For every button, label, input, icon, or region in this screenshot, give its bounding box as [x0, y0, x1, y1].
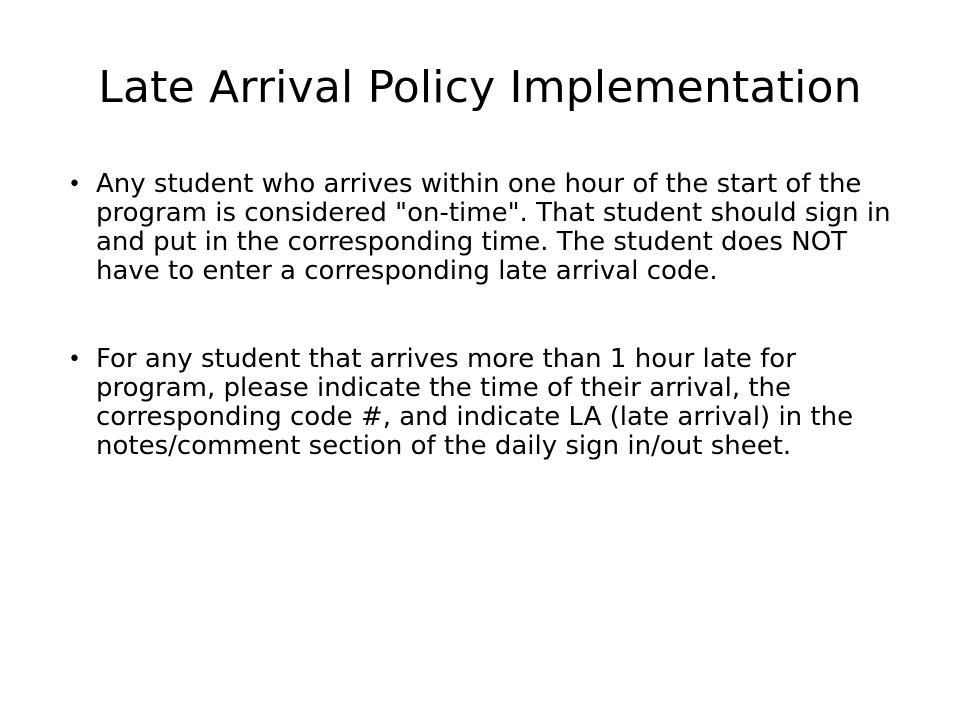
- bullet-item-late-arrival-policy: [68, 344, 916, 461]
- bullet-text: For any student that arrives more than 1 hour late for program, please indicate the time of their arrival, the corresponding code #, and indicate LA (late arrival) in the notes/comment section of the daily sign in/out sheet.: [96, 344, 854, 461]
- bullet-dot-icon: •: [68, 347, 81, 372]
- slide-title: Late Arrival Policy Implementation: [98, 62, 862, 113]
- bullet-dot-icon: •: [68, 172, 81, 197]
- bullet-item-on-time-policy: [68, 169, 916, 286]
- bullet-list: [68, 169, 916, 520]
- bullet-text: Any student who arrives within one hour of the start of the program is considered "on-time". That student should sign in and put in the corresponding time. The student does NOT have to enter a corresponding late arrival code.: [96, 169, 891, 286]
